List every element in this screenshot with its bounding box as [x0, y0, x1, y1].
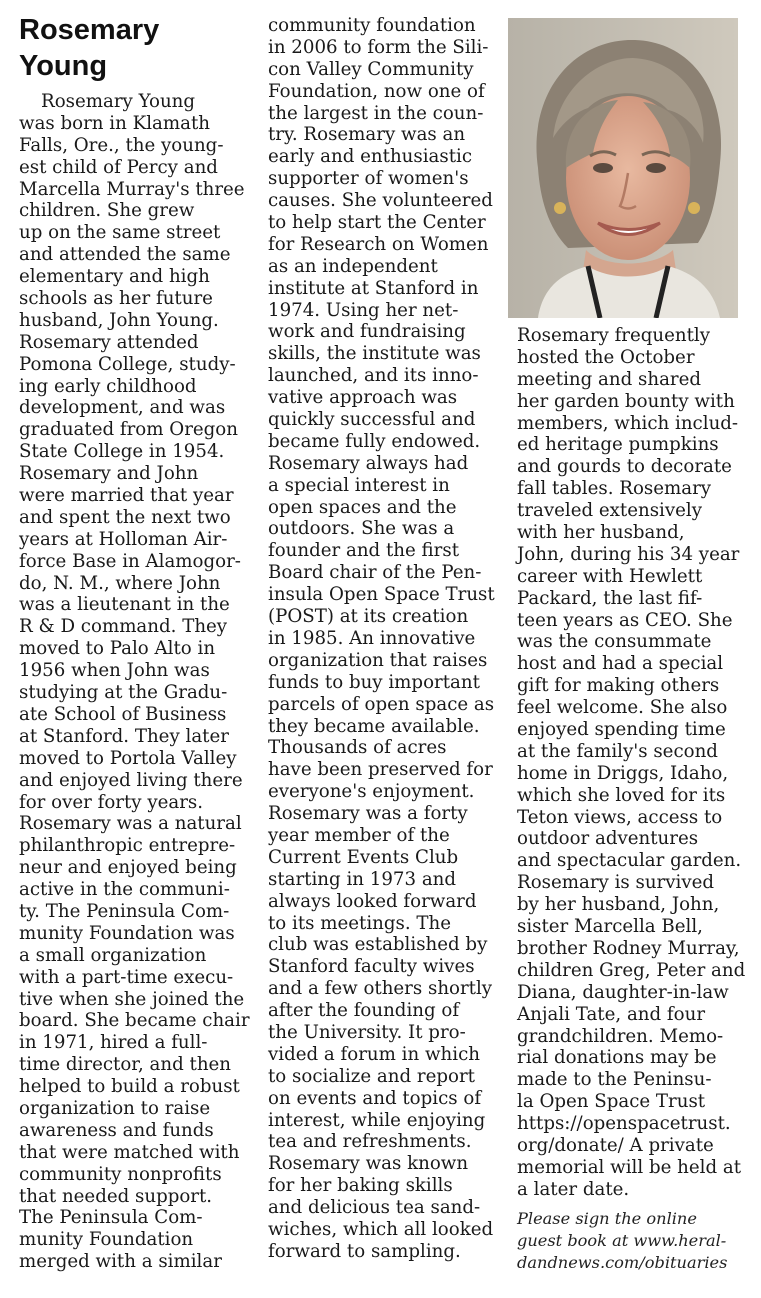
text-line: Diana, daughter-in-law — [517, 981, 729, 1003]
text-line: insula Open Space Trust — [268, 584, 495, 606]
obituary-column-1 — [19, 91, 250, 1273]
text-line: and spent the next two — [19, 506, 231, 528]
text-line: grandchildren. Memo- — [517, 1025, 724, 1047]
text-line: to socialize and report — [268, 1065, 475, 1087]
text-line: the University. It pro- — [268, 1021, 466, 1043]
obituary-column-3 — [517, 325, 745, 1201]
text-line: do, N. M., where John — [19, 572, 221, 594]
text-line: 1974. Using her net- — [268, 299, 459, 321]
text-line: merged with a similar — [19, 1251, 222, 1273]
text-line: children. She grew — [19, 200, 195, 222]
text-line: founder and the first — [268, 540, 460, 562]
text-line: to help start the Center — [268, 212, 486, 234]
text-line: moved to Portola Valley — [19, 747, 237, 769]
text-line: force Base in Alamogor- — [19, 550, 241, 572]
portrait-photo — [508, 18, 738, 318]
text-line: outdoors. She was a — [268, 518, 455, 540]
text-line: at the family's second — [517, 740, 718, 762]
text-line: years at Holloman Air- — [19, 528, 228, 550]
text-line: early and enthusiastic — [268, 146, 473, 168]
text-line: in 2006 to form the Sili- — [268, 36, 489, 58]
text-line: up on the same street — [19, 222, 221, 244]
text-line: community foundation — [268, 15, 476, 36]
text-line: institute at Stanford in — [268, 277, 479, 299]
text-line: by her husband, John, — [517, 894, 720, 916]
text-line: wiches, which all looked — [268, 1218, 494, 1240]
text-line: and enjoyed living there — [19, 769, 243, 791]
obituary-column-2 — [268, 15, 495, 1263]
text-line: skills, the institute was — [268, 343, 481, 365]
text-line: elementary and high — [19, 266, 210, 288]
text-line: Rosemary Young — [41, 91, 196, 112]
text-line: supporter of women's — [268, 168, 469, 190]
obituary-headline — [19, 12, 254, 84]
text-line: time director, and then — [19, 1054, 232, 1076]
text-line: teen years as CEO. She — [517, 609, 733, 631]
text-line: rial donations may be — [517, 1047, 717, 1069]
text-line: was the consummate — [517, 631, 712, 653]
text-line: neur and enjoyed being — [19, 857, 237, 879]
text-line: after the founding of — [268, 1000, 460, 1022]
text-line: feel welcome. She also — [517, 697, 728, 719]
text-line: and delicious tea sand- — [268, 1197, 481, 1219]
text-line: for her baking skills — [268, 1175, 453, 1197]
text-line: her garden bounty with — [517, 390, 735, 412]
text-line: ty. The Peninsula Com- — [19, 900, 230, 922]
text-line: and attended the same — [19, 244, 231, 266]
text-line: career with Hewlett — [517, 565, 703, 587]
text-line: was born in Klamath — [19, 112, 210, 134]
text-line: community nonprofits — [19, 1163, 222, 1185]
text-line: for Research on Women — [268, 233, 489, 255]
text-line: Please sign the online — [517, 1209, 697, 1228]
text-line: that were matched with — [19, 1141, 240, 1163]
text-line: hosted the October — [517, 346, 695, 368]
text-line: philanthropic entrepre- — [19, 835, 236, 857]
text-line: in 1985. An innovative — [268, 627, 476, 649]
text-line: active in the communi- — [19, 879, 230, 901]
text-line: husband, John Young. — [19, 309, 219, 331]
text-line: ed heritage pumpkins — [517, 434, 719, 456]
text-line: munity Foundation — [19, 1229, 194, 1251]
text-line: Rosemary was known — [268, 1153, 469, 1175]
text-line: year member of the — [268, 824, 450, 846]
text-line: in 1971, hired a full- — [19, 1032, 208, 1054]
text-line: Falls, Ore., the young- — [19, 134, 224, 156]
text-line: interest, while enjoying — [268, 1109, 486, 1131]
text-line: fall tables. Rosemary — [517, 478, 712, 500]
text-line: State College in 1954. — [19, 441, 225, 463]
text-line: Rosemary was a natural — [19, 813, 242, 835]
text-line: which she loved for its — [517, 784, 726, 806]
text-line: club was established by — [268, 934, 488, 956]
text-line: was a lieutenant in the — [19, 594, 230, 616]
text-line: Current Events Club — [268, 846, 459, 868]
text-line: moved to Palo Alto in — [19, 638, 216, 660]
text-line: The Peninsula Com- — [19, 1207, 203, 1229]
text-line: Rosemary frequently — [517, 325, 711, 346]
text-line: organization that raises — [268, 649, 488, 671]
text-line: munity Foundation was — [19, 922, 235, 944]
text-line: Rosemary attended — [19, 331, 199, 353]
text-line: dandnews.com/obituaries — [517, 1252, 728, 1272]
text-line: 1956 when John was — [19, 660, 210, 682]
text-line: tea and refreshments. — [268, 1131, 472, 1153]
text-line: to its meetings. The — [268, 912, 452, 934]
text-line: brother Rodney Murray, — [517, 937, 740, 959]
text-line: helped to build a robust — [19, 1076, 240, 1098]
text-line: and spectacular garden. — [517, 850, 742, 872]
text-line: sister Marcella Bell, — [517, 916, 703, 938]
headline-line: Young — [19, 50, 108, 82]
text-line: open spaces and the — [268, 496, 457, 518]
text-line: that needed support. — [19, 1185, 213, 1207]
text-line: home in Driggs, Idaho, — [517, 762, 729, 784]
text-line: development, and was — [19, 397, 226, 419]
text-line: org/donate/ A private — [517, 1134, 714, 1156]
text-line: forward to sampling. — [268, 1240, 461, 1262]
text-line: Pomona College, study- — [19, 353, 236, 375]
text-line: ate School of Business — [19, 703, 227, 725]
text-line: host and had a special — [517, 653, 724, 675]
text-line: Board chair of the Pen- — [268, 562, 482, 584]
text-line: Packard, the last fif- — [517, 587, 703, 609]
text-line: they became available. — [268, 715, 480, 737]
text-line: Teton views, access to — [517, 806, 723, 828]
text-line: at Stanford. They later — [19, 725, 229, 747]
text-line: Foundation, now one of — [268, 80, 485, 102]
portrait-illustration — [508, 18, 738, 318]
text-line: with a part-time execu- — [19, 966, 234, 988]
text-line: always looked forward — [268, 890, 477, 912]
text-line: Marcella Murray's three — [19, 178, 245, 200]
text-line: Stanford faculty wives — [268, 956, 475, 978]
text-line: vided a forum in which — [268, 1043, 480, 1065]
text-line: Rosemary and John — [19, 463, 199, 485]
text-line: est child of Percy and — [19, 156, 218, 178]
text-line: R & D command. They — [19, 616, 228, 638]
text-line: a later date. — [517, 1178, 630, 1200]
text-line: graduated from Oregon — [19, 419, 238, 441]
text-line: vative approach was — [268, 387, 458, 409]
text-line: have been preserved for — [268, 759, 493, 781]
text-line: gift for making others — [517, 675, 720, 697]
text-line: Rosemary always had — [268, 452, 469, 474]
text-line: outdoor adventures — [517, 828, 699, 850]
text-line: awareness and funds — [19, 1119, 214, 1141]
text-line: and a few others shortly — [268, 978, 493, 1000]
text-line: con Valley Community — [268, 58, 474, 80]
text-line: for over forty years. — [19, 791, 204, 813]
text-line: children Greg, Peter and — [517, 959, 746, 981]
text-line: organization to raise — [19, 1097, 211, 1119]
text-line: John, during his 34 year — [517, 543, 740, 565]
text-line: Thousands of acres — [268, 737, 447, 759]
guest-book-note — [517, 1208, 727, 1274]
text-line: made to the Peninsu- — [517, 1069, 712, 1091]
text-line: schools as her future — [19, 288, 213, 310]
text-line: were married that year — [19, 485, 234, 507]
text-line: became fully endowed. — [268, 430, 481, 452]
text-line: with her husband, — [517, 522, 685, 544]
text-line: traveled extensively — [517, 500, 702, 522]
text-line: a small organization — [19, 944, 207, 966]
text-line: try. Rosemary was an — [268, 124, 466, 146]
text-line: and gourds to decorate — [517, 456, 732, 478]
text-line: starting in 1973 and — [268, 868, 457, 890]
text-line: as an independent — [268, 255, 438, 277]
text-line: members, which includ- — [517, 412, 739, 434]
text-line: memorial will be held at — [517, 1156, 742, 1178]
text-line: studying at the Gradu- — [19, 682, 228, 704]
text-line: guest book at www.heral- — [517, 1230, 727, 1250]
text-line: enjoyed spending time — [517, 719, 726, 741]
text-line: on events and topics of — [268, 1087, 482, 1109]
text-line: ing early childhood — [19, 375, 197, 397]
text-line: the largest in the coun- — [268, 102, 484, 124]
text-line: quickly successful and — [268, 409, 476, 431]
text-line: meeting and shared — [517, 368, 702, 390]
text-line: Anjali Tate, and four — [517, 1003, 706, 1025]
text-line: everyone's enjoyment. — [268, 781, 475, 803]
text-line: causes. She volunteered — [268, 190, 493, 212]
text-line: (POST) at its creation — [268, 606, 469, 628]
text-line: funds to buy important — [268, 671, 480, 693]
text-line: parcels of open space as — [268, 693, 495, 715]
text-line: a special interest in — [268, 474, 450, 496]
text-line: Rosemary is survived — [517, 872, 715, 894]
text-line: Rosemary was a forty — [268, 803, 468, 825]
text-line: launched, and its inno- — [268, 365, 479, 387]
text-line: tive when she joined the — [19, 988, 245, 1010]
text-line: work and fundraising — [268, 321, 466, 343]
headline-line: Rosemary — [19, 14, 160, 46]
text-line: la Open Space Trust — [517, 1091, 706, 1113]
text-line: https://openspacetrust. — [517, 1113, 731, 1135]
text-line: board. She became chair — [19, 1010, 250, 1032]
